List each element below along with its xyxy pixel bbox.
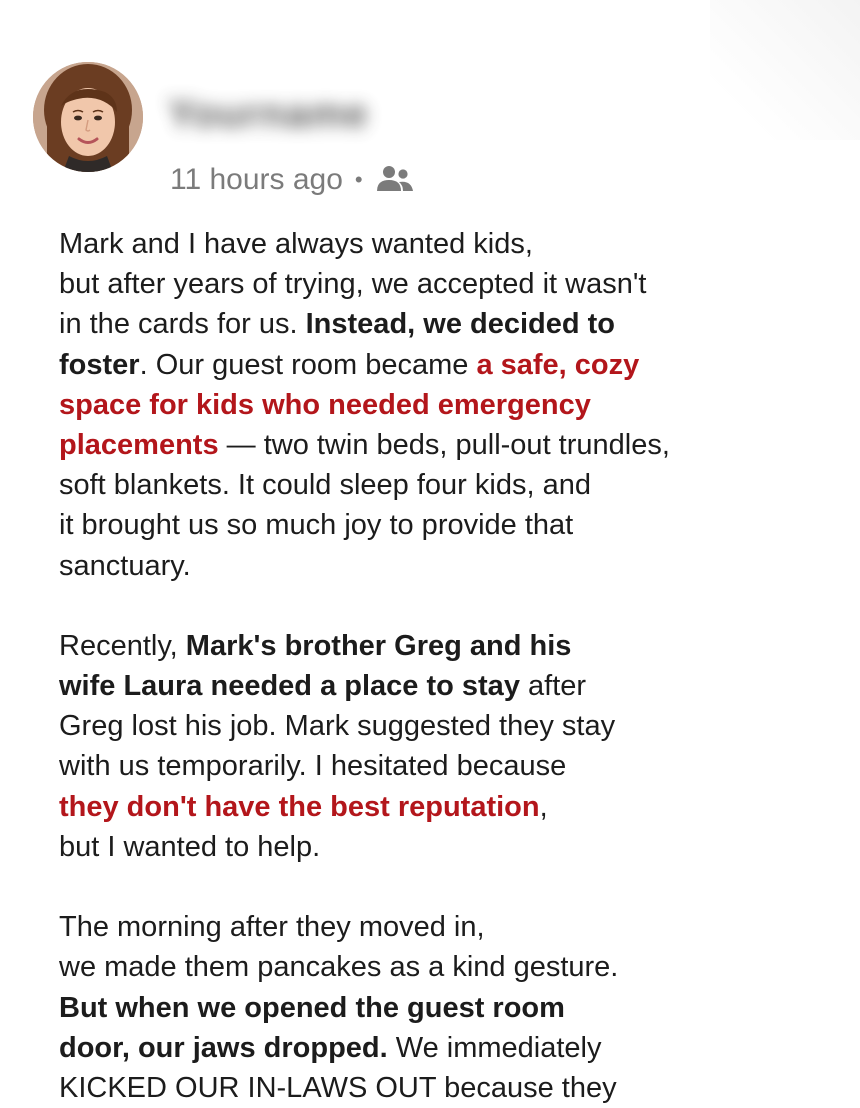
highlight-text: a safe, cozy bbox=[476, 348, 640, 381]
avatar[interactable] bbox=[33, 62, 143, 172]
post-line: Greg lost his job. Mark suggested they stay bbox=[59, 710, 616, 743]
post-line: but after years of trying, we accepted it wasn't bbox=[59, 268, 647, 301]
post-line bbox=[59, 385, 819, 425]
friends-icon[interactable] bbox=[375, 163, 415, 197]
paragraph-gap bbox=[59, 586, 819, 626]
post-body bbox=[59, 224, 819, 1108]
post-line: The morning after they moved in, bbox=[59, 911, 485, 944]
post-line: soft blankets. It could sleep four kids, and bbox=[59, 469, 591, 502]
post-line: they don't have the best reputation, bbox=[59, 790, 548, 823]
bold-text: wife Laura needed a place to stay bbox=[59, 670, 520, 703]
post-line: it brought us so much joy to provide that bbox=[59, 509, 574, 542]
post-line bbox=[59, 988, 819, 1028]
avatar-portrait-icon bbox=[33, 62, 143, 172]
paragraph-gap bbox=[59, 867, 819, 907]
post-line: foster. Our guest room became a safe, cozy bbox=[59, 348, 640, 381]
highlight-text: they don't have the best reputation bbox=[59, 790, 540, 823]
post-line: but I wanted to help. bbox=[59, 830, 321, 863]
post-line: sanctuary. bbox=[59, 549, 191, 582]
bold-text: Mark's brother Greg and his bbox=[185, 629, 572, 662]
bold-text: But when we opened the guest room bbox=[59, 991, 565, 1024]
post-line: placements — two twin beds, pull-out trundles, bbox=[59, 428, 670, 461]
post-line: Mark and I have always wanted kids, bbox=[59, 228, 533, 260]
post-line: Recently, Mark's brother Greg and his bbox=[59, 629, 572, 662]
author-name-blurred[interactable] bbox=[168, 92, 528, 136]
bold-text: Instead, we decided to bbox=[305, 308, 616, 341]
highlight-text: space for kids who needed emergency bbox=[59, 388, 591, 421]
blurred-corner bbox=[710, 0, 860, 140]
timestamp[interactable]: 11 hours ago bbox=[170, 163, 343, 196]
post-line: in the cards for us. Instead, we decided to bbox=[59, 308, 616, 341]
separator-dot: • bbox=[354, 167, 363, 192]
post-line: wife Laura needed a place to stay after bbox=[59, 670, 587, 703]
bold-text: foster bbox=[59, 348, 140, 381]
post-line: door, our jaws dropped. We immediately bbox=[59, 1031, 602, 1064]
author-name: Yourname bbox=[168, 92, 369, 136]
post-line: we made them pancakes as a kind gesture. bbox=[59, 951, 619, 984]
post-line: KICKED OUR IN-LAWS OUT because they bbox=[59, 1071, 617, 1104]
post-line: with us temporarily. I hesitated because bbox=[59, 750, 567, 783]
bold-text: door, our jaws dropped. bbox=[59, 1031, 388, 1064]
post-meta bbox=[170, 160, 415, 200]
highlight-text: placements bbox=[59, 428, 219, 461]
